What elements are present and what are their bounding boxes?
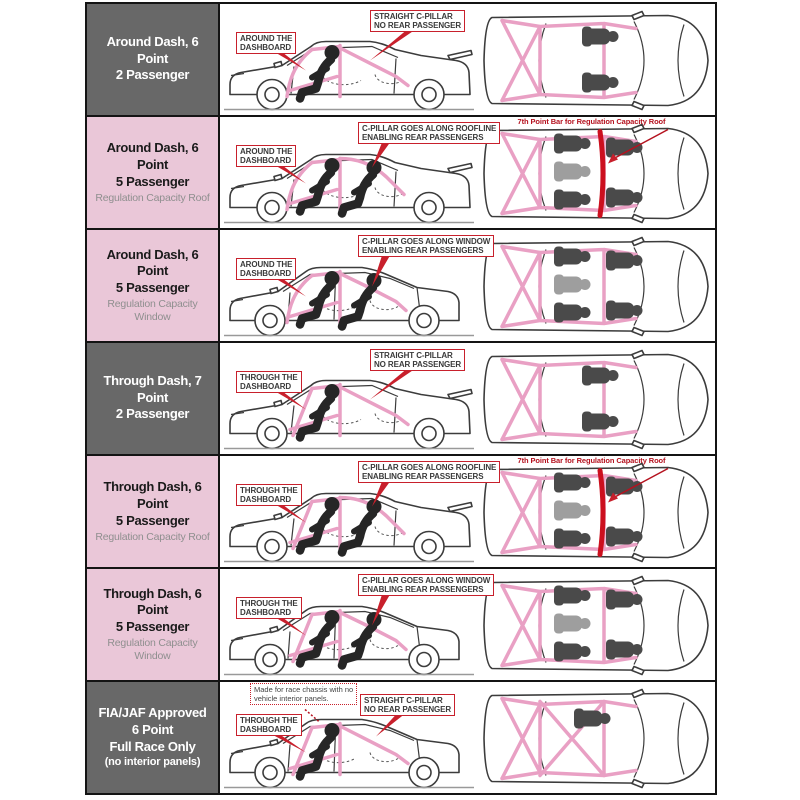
callout-text: THROUGH THE [240, 599, 298, 608]
row-fia-jaf-approved-6point-full-race [87, 682, 715, 793]
callout-text: DASHBOARD [240, 156, 292, 166]
cpillar-callout [358, 235, 494, 257]
callout-text: ENABLING REAR PASSENGERS [362, 472, 484, 482]
callout-text: STRAIGHT C-PILLAR [364, 696, 443, 705]
config-name-line2: 2 Passenger [115, 406, 190, 422]
config-label [87, 343, 220, 454]
config-name-line1: Through Dash, 6 Point [103, 479, 202, 511]
callout-text: C-PILLAR GOES ALONG WINDOW [362, 576, 491, 585]
config-name-line2: 5 Passenger [115, 619, 190, 635]
dashboard-callout [236, 484, 302, 506]
callout-text: AROUND THE [240, 34, 293, 43]
callout-text: ENABLING REAR PASSENGERS [362, 133, 484, 143]
row-around-dash-6point-5passenger-window [87, 230, 715, 343]
config-name-line1: Through Dash, 7 Point [103, 372, 202, 405]
rollcage-configuration-chart [85, 2, 717, 795]
callout-text: AROUND THE [240, 260, 293, 269]
config-name-line2: 5 Passenger [115, 512, 190, 528]
callout-text: STRAIGHT C-PILLAR [374, 351, 453, 360]
config-name-line1: Around Dash, 6 Point [106, 140, 199, 172]
diagram-cell [220, 343, 715, 454]
config-name-line1: FIA/JAF Approved [98, 704, 207, 720]
callout-text: C-PILLAR GOES ALONG WINDOW [362, 237, 491, 246]
callout-text: DASHBOARD [240, 43, 292, 53]
top-view-car [484, 125, 708, 223]
config-subtitle: Regulation Capacity Roof [95, 191, 210, 204]
diagram-cell [220, 456, 715, 567]
config-label [87, 117, 220, 228]
top-view-car [484, 351, 708, 449]
cpillar-callout [358, 574, 494, 596]
callout-text: C-PILLAR GOES ALONG ROOFLINE [362, 124, 497, 133]
row-around-dash-6point-5passenger-roof [87, 117, 715, 230]
config-name-line1: Around Dash, 6 Point [106, 246, 199, 279]
top-view-car [484, 12, 708, 110]
row-through-dash-6point-5passenger-roof [87, 456, 715, 569]
row-around-dash-6point-2passenger [87, 4, 715, 117]
callout-text: DASHBOARD [240, 725, 292, 735]
dashboard-callout [236, 371, 302, 393]
config-label [87, 456, 220, 567]
dashboard-callout [236, 145, 296, 167]
diagram-cell [220, 682, 715, 793]
dashboard-callout [236, 32, 296, 54]
top-view-car [484, 690, 708, 788]
callout-text: THROUGH THE [240, 486, 298, 495]
config-label [87, 4, 220, 115]
config-subtitle: Regulation Capacity Window [107, 298, 198, 324]
config-name-line3: Full Race Only [109, 738, 196, 754]
callout-text: ENABLING REAR PASSENGERS [362, 585, 484, 595]
callout-text: C-PILLAR GOES ALONG ROOFLINE [362, 463, 497, 472]
callout-text: AROUND THE [240, 147, 293, 156]
config-subtitle: (no interior panels) [104, 756, 201, 769]
config-name-line2: 6 Point [131, 721, 174, 737]
config-label [87, 230, 220, 341]
cpillar-callout [360, 694, 455, 716]
seventh-point-note: 7th Point Bar for Regulation Capacity Roof [517, 456, 666, 465]
config-name-line1: Around Dash, 6 Point [106, 33, 199, 66]
callout-text: STRAIGHT C-PILLAR [374, 12, 453, 21]
config-name-line2: 5 Passenger [115, 280, 190, 296]
callout-text: DASHBOARD [240, 495, 292, 505]
callout-text: DASHBOARD [240, 382, 292, 392]
callout-text: NO REAR PASSENGER [374, 360, 462, 370]
diagram-cell [220, 230, 715, 341]
cpillar-callout [370, 10, 465, 32]
note-text: Made for race chassis with no [254, 685, 354, 694]
dashboard-callout [236, 597, 302, 619]
top-view-car [484, 238, 708, 336]
top-view-car [484, 577, 708, 675]
config-subtitle: Regulation Capacity Window [107, 637, 198, 663]
callout-text: DASHBOARD [240, 269, 292, 279]
config-name-line1: Through Dash, 6 Point [103, 585, 202, 618]
dashboard-callout [236, 714, 302, 736]
race-chassis-note [250, 683, 357, 705]
callout-text: ENABLING REAR PASSENGERS [362, 246, 484, 256]
callout-text: NO REAR PASSENGER [364, 705, 452, 715]
config-label [87, 569, 220, 680]
callout-text: DASHBOARD [240, 608, 292, 618]
dashboard-callout [236, 258, 296, 280]
row-through-dash-6point-5passenger-window [87, 569, 715, 682]
car-diagram-art [220, 4, 715, 115]
callout-text: NO REAR PASSENGER [374, 21, 462, 31]
row-through-dash-7point-2passenger [87, 343, 715, 456]
top-view-car [484, 464, 708, 562]
callout-text: THROUGH THE [240, 716, 298, 725]
seventh-point-note: 7th Point Bar for Regulation Capacity Roof [517, 117, 666, 126]
callout-text: THROUGH THE [240, 373, 298, 382]
car-diagram-art [220, 343, 715, 454]
config-subtitle: Regulation Capacity Roof [95, 530, 210, 543]
config-label [87, 682, 220, 793]
config-name-line2: 5 Passenger [115, 173, 190, 189]
cpillar-callout [370, 349, 465, 371]
diagram-cell [220, 4, 715, 115]
diagram-cell [220, 117, 715, 228]
config-name-line2: 2 Passenger [115, 67, 190, 83]
diagram-cell [220, 569, 715, 680]
note-text: vehicle interior panels. [254, 694, 329, 703]
